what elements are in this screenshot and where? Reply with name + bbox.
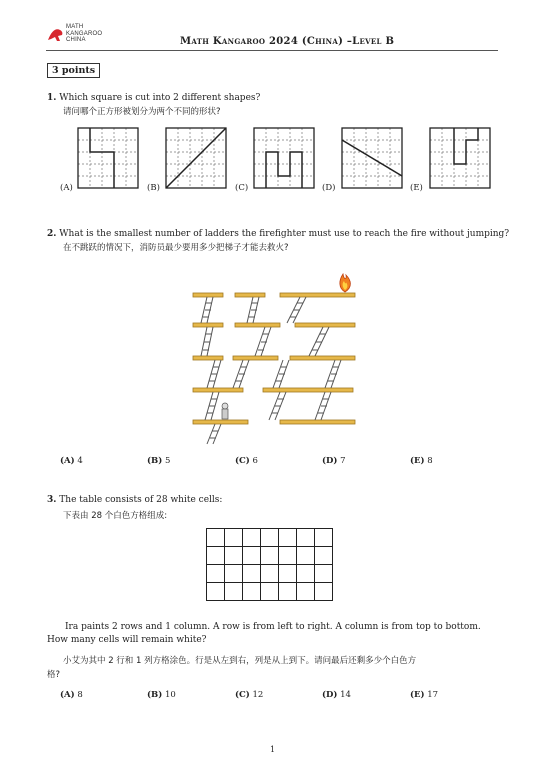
table-row	[207, 529, 333, 547]
q3-text-en: The table consists of 28 white cells:	[59, 495, 223, 505]
white-cell	[225, 547, 243, 565]
white-cell	[315, 565, 333, 583]
option-value: 4	[77, 456, 83, 466]
ladder	[205, 392, 219, 420]
ladder-puzzle	[185, 258, 365, 448]
white-cell	[261, 529, 279, 547]
platform	[233, 356, 278, 360]
platform	[193, 388, 243, 392]
q3-body-cn-2: 格?	[47, 670, 61, 680]
ladder	[309, 327, 329, 356]
q3-body-cn-1: 小艾为其中 2 行和 1 列方格涂色。行是从左到右，列是从上到下。请问最后还剩多少个白色方	[63, 656, 417, 666]
section-label: 3 points	[47, 63, 100, 78]
white-cell	[207, 547, 225, 565]
ladder	[207, 424, 221, 444]
q2-option-c[interactable]	[235, 456, 258, 466]
platforms	[193, 293, 355, 424]
option-value: 8	[427, 456, 433, 466]
math-kangaroo-logo	[46, 24, 116, 48]
white-cell	[243, 565, 261, 583]
white-cell	[225, 583, 243, 601]
option-value: 5	[164, 456, 171, 466]
ladder	[201, 327, 213, 356]
q3-option-d[interactable]	[322, 690, 351, 700]
white-cell	[297, 565, 315, 583]
platform	[193, 356, 223, 360]
white-cell	[279, 565, 297, 583]
q2-number: 2.	[47, 229, 57, 239]
platform	[235, 293, 265, 297]
option-label: (D)	[322, 456, 338, 466]
option-label: (C)	[235, 456, 250, 466]
square-e	[430, 128, 490, 188]
q2-option-e[interactable]	[410, 456, 433, 466]
q2-option-a[interactable]	[60, 456, 83, 466]
q3-option-c[interactable]	[235, 690, 263, 700]
white-cell	[207, 565, 225, 583]
white-cell	[261, 565, 279, 583]
ladder	[233, 360, 249, 388]
option-label: (E)	[410, 690, 425, 700]
option-value: 12	[252, 690, 264, 700]
q3-text-cn: 下表由 28 个白色方格组成:	[63, 511, 168, 521]
q2-text	[47, 228, 517, 240]
platform	[235, 323, 280, 327]
q1-text-en: Which square is cut into 2 different shapes?	[59, 93, 261, 103]
white-cell	[297, 529, 315, 547]
q2-option-d[interactable]	[322, 456, 346, 466]
option-label: (B)	[147, 690, 163, 700]
ladder	[325, 360, 341, 388]
option-value: 6	[252, 456, 258, 466]
q1-option-b[interactable]: (B)	[147, 183, 160, 193]
white-cell	[207, 529, 225, 547]
ladder	[207, 360, 221, 388]
white-cell	[243, 529, 261, 547]
white-cell	[207, 583, 225, 601]
q1-option-d[interactable]: (D)	[322, 183, 336, 193]
white-cell-table	[206, 528, 333, 601]
ladder	[273, 360, 289, 388]
q3-option-e[interactable]	[410, 690, 438, 700]
white-cell	[297, 583, 315, 601]
kangaroo-icon	[46, 24, 66, 44]
q1-option-e[interactable]: (E)	[410, 183, 423, 193]
q1-number: 1.	[47, 93, 57, 103]
ladder	[247, 297, 259, 323]
q1-figures	[40, 120, 510, 200]
logo-line-3: CHINA	[66, 37, 86, 43]
platform	[280, 420, 355, 424]
q2-text-cn: 在不跳跃的情况下，消防员最少要用多少把梯子才能去救火?	[63, 243, 289, 253]
q3-option-a[interactable]	[60, 690, 83, 700]
option-value: 8	[77, 690, 83, 700]
table-row	[207, 565, 333, 583]
option-label: (A)	[60, 456, 75, 466]
platform	[193, 323, 223, 327]
q1-option-c[interactable]: (C)	[235, 183, 249, 193]
q3-body-en-1: Ira paints 2 rows and 1 column. A row is from left to right. A column is from top to bottom.	[65, 622, 481, 632]
option-label: (E)	[410, 456, 425, 466]
platform	[263, 388, 353, 392]
platform	[193, 420, 248, 424]
white-cell	[243, 583, 261, 601]
option-value: 14	[340, 690, 351, 700]
table-row	[207, 583, 333, 601]
option-label: (A)	[60, 690, 75, 700]
option-label: (B)	[147, 456, 163, 466]
white-cell	[279, 547, 297, 565]
option-value: 7	[340, 456, 346, 466]
square-a	[78, 128, 138, 188]
firefighter-icon	[222, 403, 228, 419]
platform	[280, 293, 355, 297]
logo-line-2: KANGAROO	[66, 30, 103, 37]
white-cell	[261, 547, 279, 565]
logo-line-1: MATH	[66, 24, 84, 30]
ladder	[255, 327, 271, 356]
option-value: 17	[427, 690, 439, 700]
square-c	[254, 128, 314, 188]
q2-option-b[interactable]	[147, 456, 170, 466]
platform	[290, 356, 355, 360]
page-title: Math Kangaroo 2024 (China) –Level B	[180, 36, 395, 47]
ladder	[315, 392, 331, 420]
platform	[193, 293, 223, 297]
q1-text	[47, 92, 260, 104]
table-row	[207, 547, 333, 565]
ladder	[201, 297, 213, 323]
white-cell	[279, 583, 297, 601]
q3-text	[47, 494, 222, 506]
option-label: (C)	[235, 690, 250, 700]
q3-number: 3.	[47, 495, 57, 505]
page-number: 1	[270, 745, 276, 754]
option-value: 10	[164, 690, 176, 700]
white-cell	[225, 565, 243, 583]
platform	[295, 323, 355, 327]
q2-text-en: What is the smallest number of ladders the firefighter must use to reach the fire without jumping?	[59, 229, 510, 239]
fire-icon	[340, 274, 351, 292]
white-cell	[315, 583, 333, 601]
q3-body-en-2: How many cells will remain white?	[47, 635, 207, 645]
ladder	[269, 392, 286, 420]
white-cell	[225, 529, 243, 547]
q3-option-b[interactable]	[147, 690, 176, 700]
white-cell	[315, 529, 333, 547]
logo-text	[66, 24, 102, 44]
white-cell	[297, 547, 315, 565]
q1-option-a[interactable]: (A)	[60, 183, 73, 193]
white-cell	[243, 547, 261, 565]
white-cell	[261, 583, 279, 601]
square-d	[342, 128, 402, 188]
q1-text-cn: 请问哪个正方形被划分为两个不同的形状?	[63, 107, 221, 117]
header-divider	[46, 50, 498, 51]
square-b	[166, 128, 226, 188]
white-cell	[279, 529, 297, 547]
option-label: (D)	[322, 690, 338, 700]
ladder	[287, 297, 306, 323]
white-cell	[315, 547, 333, 565]
